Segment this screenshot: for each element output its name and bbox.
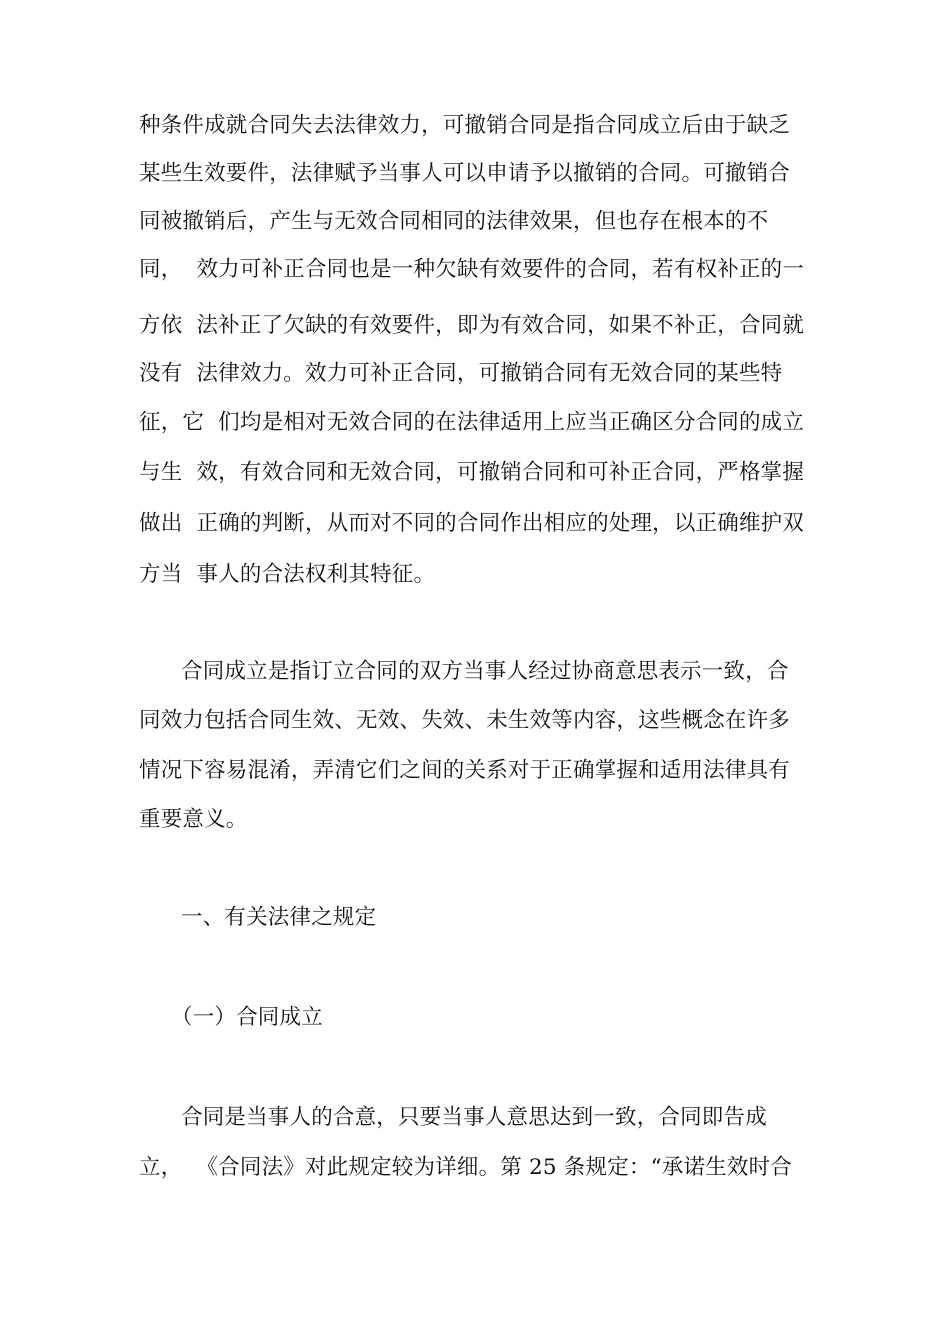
text-line: 合同成立是指订立合同的双方当事人经过协商意思表示一致，合 (181, 659, 789, 684)
text-line: 同， 效力可补正合同也是一种欠缺有效要件的合同，若有权补正的一 (139, 257, 805, 282)
text-line: 方当 事人的合法权利其特征。 (139, 562, 436, 587)
text-line: 合同是当事人的合意，只要当事人意思达到一致，合同即告成 (181, 1105, 767, 1130)
text-line: 某些生效要件，法律赋予当事人可以申请予以撤销的合同。可撤销合 (139, 161, 791, 186)
text-line: 做出 正确的判断，从而对不同的合同作出相应的处理，以正确维护双 (139, 511, 805, 536)
text-line: 方依 法补正了欠缺的有效要件，即为有效合同，如果不补正，合同就 (139, 313, 805, 338)
text-line: 征，它 们均是相对无效合同的在法律适用上应当正确区分合同的成立 (139, 410, 805, 435)
text-line: 重要意义。 (139, 807, 248, 832)
text-line: 没有 法律效力。效力可补正合同，可撤销合同有无效合同的某些特 (139, 361, 783, 386)
text-line: 同效力包括合同生效、无效、失效、未生效等内容，这些概念在许多 (139, 708, 791, 733)
section-heading: 一、有关法律之规定 (181, 905, 377, 930)
text-line: 与生 效，有效合同和无效合同，可撤销合同和可补正合同，严格掌握 (139, 460, 805, 485)
text-line: 种条件成就合同失去法律效力，可撤销合同是指合同成立后由于缺乏 (139, 113, 791, 138)
text-line: 同被撤销后，产生与无效合同相同的法律效果，但也存在根本的不 (139, 209, 769, 234)
text-line: 立， 《合同法》对此规定较为详细。第 25 条规定：“承诺生效时合 (139, 1155, 792, 1180)
text-line: 情况下容易混淆，弄清它们之间的关系对于正确掌握和适用法律具有 (139, 758, 791, 783)
subsection-heading: （一）合同成立 (171, 1005, 323, 1030)
